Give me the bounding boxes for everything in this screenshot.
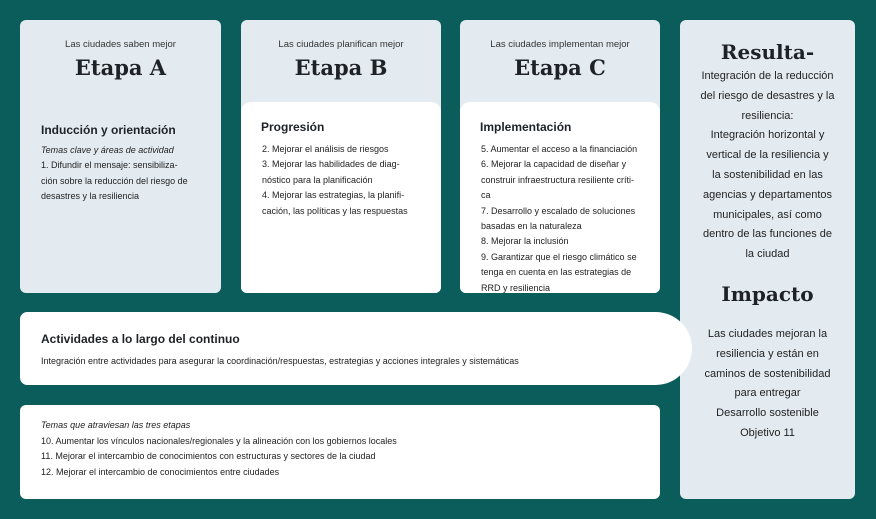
stage-b-list [262, 142, 427, 219]
impact-line: Desarrollo sostenible [716, 407, 819, 420]
list-item: tenga en cuenta en las estrategias de [481, 267, 632, 278]
results-heading: Resulta- [720, 40, 815, 64]
results-line: municipales, así como [713, 208, 822, 221]
list-item: 12. Mejorar el intercambio de conocimientos entre ciudades [41, 466, 280, 477]
crosscutting-card [20, 405, 660, 499]
impact-line: resiliencia y están en [716, 347, 819, 360]
results-line: Integración horizontal y [710, 129, 825, 142]
list-item: ca [481, 190, 491, 201]
list-item: RRD y resiliencia [481, 282, 551, 293]
impact-line: caminos de sostenibilidad [704, 367, 831, 380]
crosscutting-subtitle: Temas que atraviesan las tres etapas [41, 420, 191, 430]
results-card [680, 20, 855, 499]
impact-text [680, 325, 855, 444]
results-text [680, 67, 855, 265]
stage-b-card [241, 20, 441, 293]
results-line: Integración de la reducción [701, 70, 834, 82]
impact-line: Objetivo 11 [740, 426, 795, 439]
stage-a-list [41, 143, 207, 205]
stage-c-card [460, 20, 660, 293]
impact-line: Las ciudades mejoran la [707, 328, 828, 340]
continuum-description: Integración entre actividades para asegurar la coordinación/respuestas, estrategias y acciones integrales y sistemáticas [41, 356, 519, 366]
continuum-title: Actividades a lo largo del continuo [41, 332, 240, 346]
results-line: vertical de la resiliencia y [706, 149, 829, 162]
stage-c-supertitle: Las ciudades implementan mejor [490, 39, 630, 50]
stage-a-supertitle: Las ciudades saben mejor [65, 39, 176, 50]
results-line: del riesgo de desastres y la [700, 89, 835, 102]
stage-b-title: Etapa B [294, 55, 388, 80]
results-line: dentro de las funciones de [702, 228, 833, 241]
results-line: la sostenibilidad en las [712, 168, 823, 181]
stage-a-body [20, 102, 221, 293]
stage-a-title: Etapa A [74, 55, 167, 80]
list-item: desastres y la resiliencia [41, 191, 140, 202]
list-item: cación, las políticas y las respuestas [262, 205, 408, 216]
stage-a-card [20, 20, 221, 293]
stage-a-section-title: Inducción y orientación [41, 123, 176, 137]
impact-heading: Impacto [721, 282, 814, 306]
stage-b-supertitle: Las ciudades planifican mejor [278, 39, 404, 50]
stage-c-list [481, 142, 652, 296]
stage-c-title: Etapa C [514, 55, 606, 80]
list-item: nóstico para la planificación [262, 174, 373, 185]
stage-b-body [241, 102, 441, 293]
list-item: ción sobre la reducción del riesgo de [41, 175, 188, 186]
list-item: 7. Desarrollo y escalado de soluciones [481, 205, 636, 216]
stage-c-body [460, 102, 660, 293]
list-item: 6. Mejorar la capacidad de diseñar y [481, 159, 627, 170]
results-line: resiliencia: [741, 109, 794, 122]
stage-c-section-title: Implementación [480, 120, 572, 134]
list-item: 10. Aumentar los vínculos nacionales/regionales y la alineación con los gobiernos locales [41, 435, 397, 446]
list-item: 8. Mejorar la inclusión [481, 236, 569, 247]
list-item: 11. Mejorar el intercambio de conocimientos con estructuras y sectores de la ciudad [41, 451, 376, 462]
list-item: 2. Mejorar el análisis de riesgos [262, 144, 389, 154]
results-line: agencias y departamentos [702, 188, 833, 201]
results-line: la ciudad [745, 248, 790, 261]
impact-line: para entregar [734, 387, 801, 400]
list-item: 4. Mejorar las estrategias, la planifi- [262, 190, 405, 201]
continuum-card [20, 312, 692, 385]
stage-b-section-title: Progresión [261, 120, 325, 134]
list-item: 9. Garantizar que el riesgo climático se [481, 251, 637, 262]
stage-a-subtitle: Temas clave y áreas de actividad [41, 145, 174, 155]
list-item: construir infraestructura resiliente críti- [481, 174, 635, 185]
list-item: basadas en la naturaleza [481, 221, 582, 232]
crosscutting-list [41, 418, 646, 480]
list-item: 1. Difundir el mensaje: sensibiliza- [41, 160, 178, 171]
list-item: 3. Mejorar las habilidades de diag- [262, 159, 400, 170]
list-item: 5. Aumentar el acceso a la financiación [481, 144, 638, 154]
